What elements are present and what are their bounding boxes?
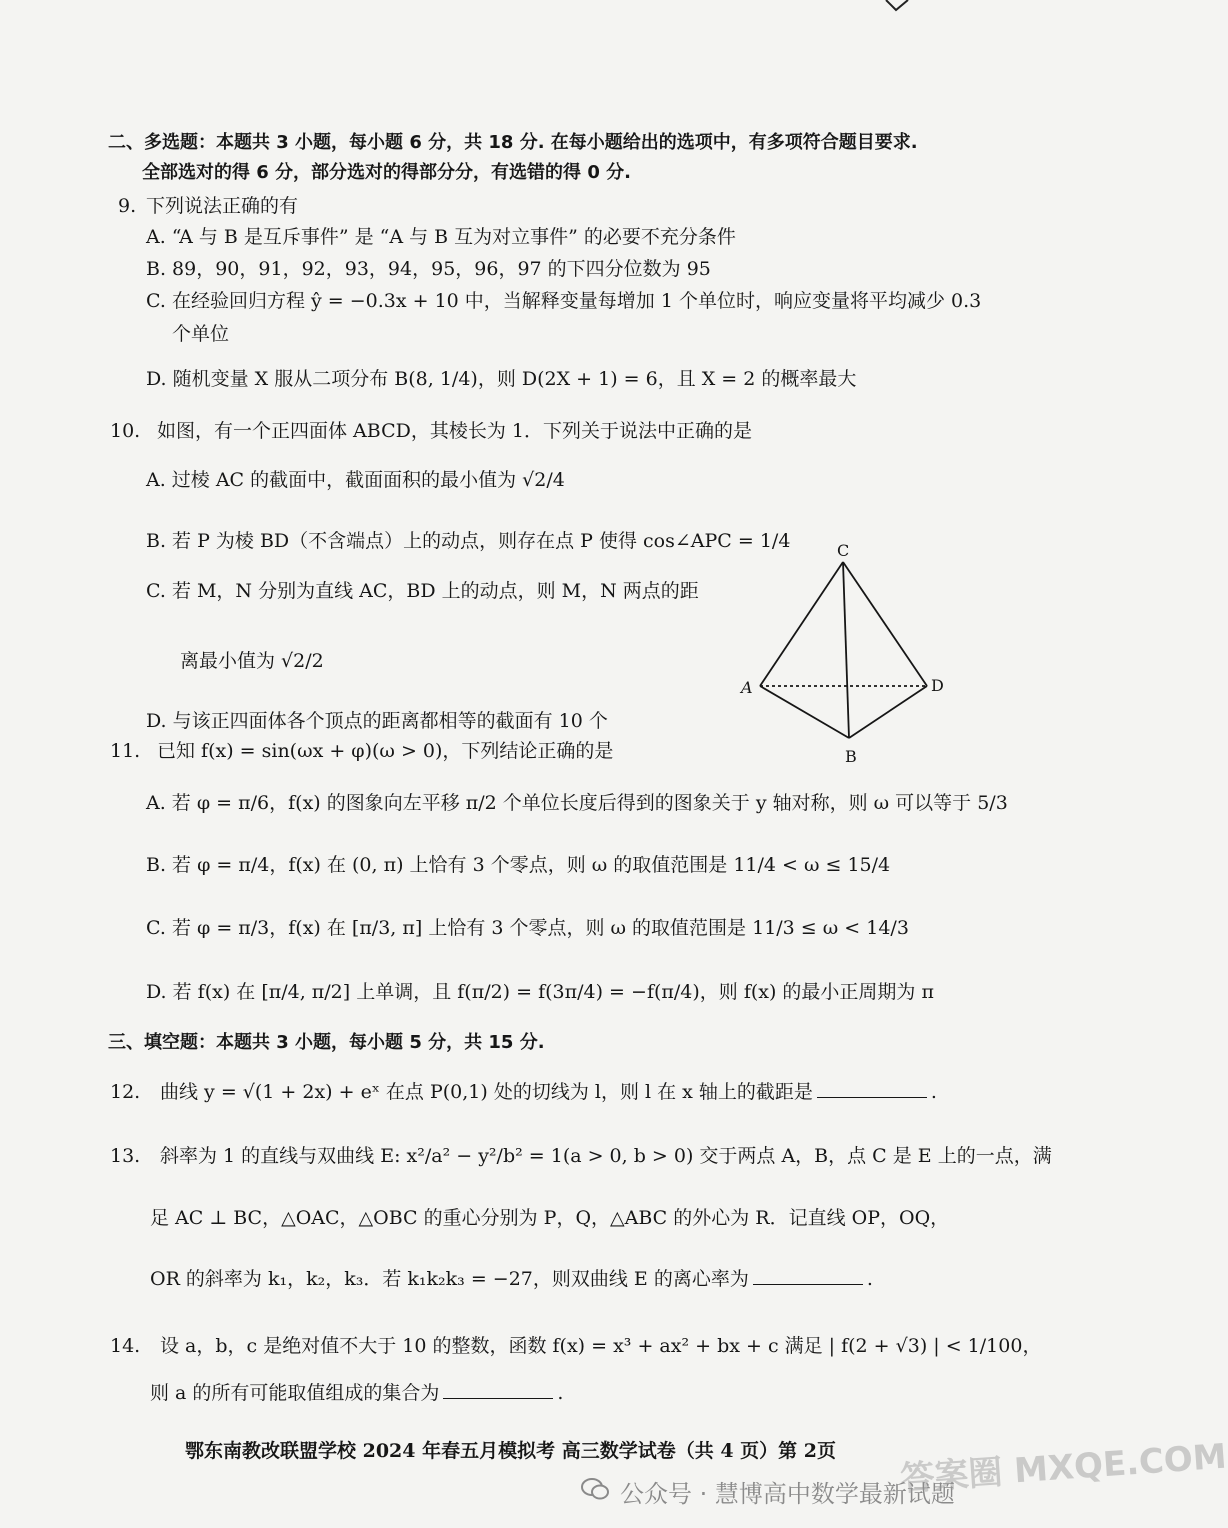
wechat-logo-icon xyxy=(580,1476,610,1502)
edge-ab xyxy=(760,686,849,738)
question-13-answer-blank[interactable] xyxy=(753,1266,863,1285)
question-11-stem: 已知 f(x) = sin(ωx + φ)(ω > 0)，下列结论正确的是 xyxy=(157,740,614,762)
question-14-number: 14. xyxy=(110,1335,141,1357)
question-11-option-a: A. 若 φ = π/6，f(x) 的图象向左平移 π/2 个单位长度后得到的图象关于 y 轴对称，则 ω 可以等于 5/3 xyxy=(146,792,1008,814)
vertex-label-d: D xyxy=(931,676,944,695)
vertex-label-a: A xyxy=(741,678,753,697)
question-10-option-a: A. 过棱 AC 的截面中，截面面积的最小值为 √2/4 xyxy=(146,469,565,491)
section2-heading-line2: 全部选对的得 6 分，部分选对的得部分分，有选错的得 0 分. xyxy=(142,162,631,183)
question-9-option-c-cont: 个单位 xyxy=(172,323,230,345)
question-14-end: . xyxy=(557,1382,564,1404)
question-12-text xyxy=(160,1079,937,1105)
section3-heading: 三、填空题：本题共 3 小题，每小题 5 分，共 15 分. xyxy=(108,1032,545,1053)
question-14-answer-blank[interactable] xyxy=(443,1380,553,1399)
corner-mark-icon xyxy=(882,0,912,14)
question-9-option-a: A. “A 与 B 是互斥事件” 是 “A 与 B 互为对立事件” 的必要不充分条件 xyxy=(146,226,736,248)
question-13-number: 13. xyxy=(110,1145,141,1167)
edge-cb xyxy=(843,562,849,738)
watermark-text: 公众号 · 慧博高中数学最新试题 xyxy=(620,1480,955,1508)
question-14-line2-body: 则 a 的所有可能取值组成的集合为 xyxy=(150,1382,440,1404)
question-10-number: 10. xyxy=(110,420,141,442)
question-9-stem: 下列说法正确的有 xyxy=(146,195,299,217)
question-10-stem: 如图，有一个正四面体 ABCD，其棱长为 1．下列关于说法中正确的是 xyxy=(157,420,752,442)
edge-cd xyxy=(843,562,927,686)
question-12-body: 曲线 y = √(1 + 2x) + eˣ 在点 P(0,1) 处的切线为 l，则 l 在 x 轴上的截距是 xyxy=(160,1081,813,1103)
page-footer: 鄂东南教改联盟学校 2024 年春五月模拟考 高三数学试卷（共 4 页）第 2页 xyxy=(185,1440,837,1462)
question-10-option-c-cont: 离最小值为 √2/2 xyxy=(180,650,324,672)
edge-db xyxy=(849,686,927,738)
question-11-option-d: D. 若 f(x) 在 [π/4, π/2] 上单调，且 f(π/2) = f(3π/4) = −f(π/4)，则 f(x) 的最小正周期为 π xyxy=(146,981,934,1003)
question-9-number: 9. xyxy=(118,195,137,217)
question-13-line1: 斜率为 1 的直线与双曲线 E: x²/a² − y²/b² = 1(a > 0, b > 0) 交于两点 A，B，点 C 是 E 上的一点，满 xyxy=(160,1145,1052,1167)
question-10-option-d: D. 与该正四面体各个顶点的距离都相等的截面有 10 个 xyxy=(146,710,608,732)
tetrahedron-diagram xyxy=(735,540,965,775)
question-12-number: 12. xyxy=(110,1081,141,1103)
vertex-label-b: B xyxy=(845,747,857,766)
question-10-option-c: C. 若 M，N 分别为直线 AC，BD 上的动点，则 M，N 两点的距 xyxy=(146,580,699,602)
question-9-option-c: C. 在经验回归方程 ŷ = −0.3x + 10 中，当解释变量每增加 1 个单位时，响应变量将平均减少 0.3 xyxy=(146,290,982,312)
question-14-line1: 设 a，b，c 是绝对值不大于 10 的整数，函数 f(x) = x³ + ax² + bx + c 满足 | f(2 + √3) | < 1/100， xyxy=(160,1335,1042,1357)
question-12-end: . xyxy=(930,1081,937,1103)
question-10-option-b: B. 若 P 为棱 BD（不含端点）上的动点，则存在点 P 使得 cos∠APC = 1/4 xyxy=(146,530,791,552)
question-11-option-b: B. 若 φ = π/4，f(x) 在 (0, π) 上恰有 3 个零点，则 ω 的取值范围是 11/4 < ω ≤ 15/4 xyxy=(146,854,891,876)
question-12-answer-blank[interactable] xyxy=(817,1079,927,1098)
question-14-line2 xyxy=(150,1380,563,1406)
question-13-line3 xyxy=(150,1266,873,1292)
question-13-line2: 足 AC ⊥ BC，△OAC，△OBC 的重心分别为 P，Q，△ABC 的外心为 R．记直线 OP，OQ， xyxy=(150,1207,950,1229)
vertex-label-c: C xyxy=(837,541,850,560)
question-11-option-c: C. 若 φ = π/3，f(x) 在 [π/3, π] 上恰有 3 个零点，则 ω 的取值范围是 11/3 ≤ ω < 14/3 xyxy=(146,917,909,939)
question-9-option-d: D. 随机变量 X 服从二项分布 B(8, 1/4)，则 D(2X + 1) = 6，且 X = 2 的概率最大 xyxy=(146,368,857,390)
watermark-stamp: 答案圈 MXQE.COM xyxy=(899,1436,1228,1500)
question-11-number: 11. xyxy=(110,740,141,762)
question-13-line3-body: OR 的斜率为 k₁，k₂，k₃．若 k₁k₂k₃ = −27，则双曲线 E 的离心率为 xyxy=(150,1268,749,1290)
question-9-option-b: B. 89，90，91，92，93，94，95，96，97 的下四分位数为 95 xyxy=(146,258,711,280)
edge-ca xyxy=(760,562,843,686)
section2-heading-line1: 二、多选题：本题共 3 小题，每小题 6 分，共 18 分. 在每小题给出的选项中，有多项符合题目要求. xyxy=(108,132,918,153)
question-13-end: . xyxy=(866,1268,873,1290)
